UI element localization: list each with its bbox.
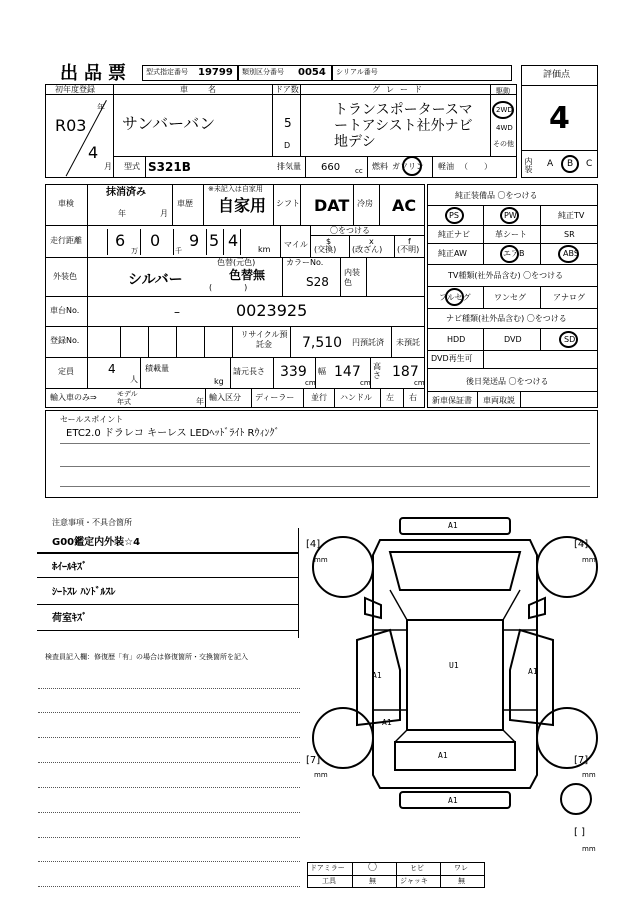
page-title: 出品票 <box>60 63 132 84</box>
mileage-label: 走行距離 <box>50 236 82 245</box>
mark-rear-bumper: A1 <box>448 796 458 805</box>
notes-label: 注意事項・不具合箇所 <box>52 518 132 527</box>
tread-front-right-unit: mm <box>582 556 596 564</box>
equipment-title: 純正装備品 〇をつける <box>455 191 538 200</box>
dvd-player: DVD再生可 <box>431 354 473 363</box>
footer-tools-value: 無 <box>369 877 376 885</box>
tv-oneseg: ワンセグ <box>494 293 526 302</box>
equip-aw: 純正AW <box>438 249 467 258</box>
drive-4wd: 4WD <box>496 124 513 132</box>
inspector-label: 検査員記入欄：修復歴「有」の場合は修復箇所・交換箇所を記入 <box>45 653 248 661</box>
tv-type-title: TV種類(社外品含む) 〇をつける <box>448 271 564 280</box>
equip-navi: 純正ナビ <box>438 230 470 239</box>
drive-2wd: 2WD <box>496 106 513 114</box>
footer-jack-value: 無 <box>458 877 465 885</box>
interior-grade-b: B <box>567 159 574 169</box>
tread-rear-right-unit: mm <box>582 771 596 779</box>
navi-dvd: DVD <box>504 335 522 344</box>
tread-front-left: [4] <box>306 539 321 550</box>
recycle-deposited: 円預託済 <box>352 338 384 347</box>
tread-rear-right: [7] <box>574 755 589 766</box>
ac-label: 冷房 <box>357 199 373 208</box>
width-unit: cm <box>360 379 371 387</box>
width-label: 幅 <box>318 367 326 376</box>
tread-rear-left-unit: mm <box>314 771 328 779</box>
fuel-label: 燃料 <box>372 162 388 171</box>
first-registration-month-unit: 月 <box>104 162 112 171</box>
equip-airbag-circle <box>500 245 519 263</box>
note-line-2: ﾎｲｰﾙｷｽﾞ <box>52 562 87 573</box>
interior-grade-c: C <box>586 159 593 169</box>
equip-abs-circle <box>558 245 579 263</box>
import-class-label: 輸入区分 <box>209 393 241 402</box>
equip-ps: PS <box>449 211 459 220</box>
spare-bracket: [ ] <box>574 827 585 838</box>
mileage-exchange: (交換) <box>314 245 337 254</box>
first-registration-year: R03 <box>55 116 87 135</box>
tread-front-left-unit: mm <box>314 556 328 564</box>
serial-number-label: シリアル番号 <box>336 68 378 76</box>
equip-ps-circle <box>445 207 464 224</box>
shift-label: シフト <box>276 199 300 208</box>
fuel-gasoline: ガソリン <box>392 162 424 171</box>
equip-pw-circle <box>500 207 519 224</box>
mark-roof: U1 <box>449 661 459 670</box>
footer-mirror-label: ドアミラー <box>310 864 345 872</box>
handle-right: 右 <box>409 393 417 402</box>
doors-suffix: D <box>284 141 291 150</box>
history-label: 車歴 <box>177 199 193 208</box>
tv-fullseg-circle <box>445 288 464 306</box>
load-unit: kg <box>214 377 224 386</box>
sales-point-label: セールスポイント <box>60 415 124 424</box>
displacement-label: 排気量 <box>277 162 301 171</box>
first-registration-label: 初年度登録 <box>55 85 95 94</box>
length-label: 請元長さ <box>233 367 265 376</box>
mark-front-bumper: A1 <box>448 521 458 530</box>
tv-fullseg: フルセグ <box>439 293 471 302</box>
mileage-unknown-symbol: f <box>408 237 411 246</box>
mileage-exchange-symbol: $ <box>326 237 332 246</box>
inspection-year-unit: 年 <box>118 209 126 218</box>
mileage-digit-3: 9 <box>189 231 200 250</box>
new-car-warranty: 新車保証書 <box>432 396 472 405</box>
length-value: 339 <box>280 364 307 380</box>
grade-line-2: ートアシスト社外ナビ <box>334 118 473 134</box>
mileage-circle-note: 〇をつける <box>330 226 370 235</box>
history-note: ※未記入は自家用 <box>208 185 263 193</box>
equip-sr: SR <box>564 230 575 239</box>
grade-line-3: 地デシ <box>334 134 376 150</box>
mileage-sen: 千 <box>175 247 182 255</box>
mileage-tamper-symbol: x <box>369 237 374 246</box>
inspection-label: 車検 <box>58 199 74 208</box>
mark-right-side: A1 <box>528 667 538 676</box>
note-line-4: 荷室ｷｽﾞ <box>52 613 87 624</box>
mileage-mile: マイル <box>284 240 308 249</box>
equip-abs: ABS <box>563 249 579 258</box>
spare-bracket-unit: mm <box>582 845 596 853</box>
sales-point-box <box>45 410 598 498</box>
load-label: 積載量 <box>145 364 169 373</box>
fuel-other-paren: （ ） <box>460 162 492 171</box>
fuel-gasoline-circle <box>402 156 422 176</box>
color-code-value: S28 <box>306 275 329 289</box>
model-value: S321B <box>148 160 191 174</box>
mileage-digit-2: 0 <box>150 231 161 250</box>
capacity-label: 定員 <box>58 367 74 376</box>
import-only-label: 輸入車のみ⇒ <box>50 393 97 402</box>
tread-front-right: [4] <box>574 539 589 550</box>
vehicle-damage-diagram <box>305 510 605 860</box>
recycle-label: リサイクル預託金 <box>240 330 288 349</box>
recycle-value: 7,510 <box>302 335 343 351</box>
navi-sd-circle <box>559 331 578 348</box>
doors-value: 5 <box>284 116 292 130</box>
chassis-prefix: – <box>174 305 180 319</box>
inspection-status: 抹消済み <box>106 187 146 198</box>
color-code-label: カラーNo. <box>286 258 324 267</box>
fuel-diesel: 軽油 <box>438 162 454 171</box>
chassis-value: 0023925 <box>236 301 308 320</box>
mileage-km: km <box>258 245 271 254</box>
height-label: 高さ <box>373 362 381 380</box>
shift-value: DAT <box>314 196 350 215</box>
evaluation-score: 4 <box>549 101 570 136</box>
displacement-value: 660 <box>321 162 341 173</box>
interior-color-label: 内装色 <box>344 268 360 287</box>
color-value: シルバー <box>128 272 183 288</box>
mark-rear-gate: A1 <box>438 751 448 760</box>
equip-pw: PW <box>504 211 517 220</box>
height-value: 187 <box>392 364 419 380</box>
handle-left: 左 <box>386 393 394 402</box>
mileage-man: 万 <box>131 247 138 255</box>
mark-left-rear-door: A1 <box>382 718 392 727</box>
drive-label: 駆動 <box>496 87 510 95</box>
repaint-value: 色替無 <box>229 268 266 282</box>
interior-grade-label: 内装 <box>524 157 533 173</box>
model-year-label: モデル年式 <box>117 390 138 406</box>
chassis-label: 車台No. <box>50 306 80 315</box>
mileage-digit-4: 5 <box>209 231 220 250</box>
footer-mirror-value: 〇 <box>368 863 378 873</box>
mileage-unknown: (不明) <box>397 245 420 254</box>
spare-tire <box>560 783 592 815</box>
capacity-unit: 人 <box>130 375 138 384</box>
inspection-month-unit: 月 <box>160 209 168 218</box>
grade-line-1: トランスポータースマ <box>334 102 473 118</box>
evaluation-label: 評価点 <box>543 70 571 80</box>
grade-label: グレード <box>372 85 428 94</box>
interior-grade-a: A <box>547 159 554 169</box>
dealer-option: ディーラー <box>255 393 295 402</box>
equip-leather: 革シート <box>495 230 527 239</box>
repaint-label: 色替(元色) <box>217 258 256 267</box>
sales-point-text: ETC2.0 ドラレコ キーレス LEDﾍｯﾄﾞﾗｲﾄ Rｳｨﾝｸﾞ <box>66 428 280 439</box>
footer-break-label: ワレ <box>454 864 468 872</box>
capacity-value: 4 <box>108 362 116 376</box>
interior-grade-b-circle <box>561 155 579 173</box>
later-shipment-title: 後日発送品 〇をつける <box>466 377 549 386</box>
registration-label: 登録No. <box>50 336 80 345</box>
navi-type-title: ナビ種類(社外品含む) 〇をつける <box>446 314 567 323</box>
class-number-label: 類別区分番号 <box>242 68 284 76</box>
footer-tools-label: 工具 <box>322 877 336 885</box>
repaint-paren: ( ) <box>209 283 248 292</box>
tread-rear-left: [7] <box>306 755 321 766</box>
model-label: 型式 <box>124 162 140 171</box>
first-registration-month: 4 <box>88 143 99 162</box>
length-unit: cm <box>305 379 316 387</box>
height-unit: cm <box>414 379 425 387</box>
navi-hdd: HDD <box>447 335 466 344</box>
car-name-label: 車名 <box>180 85 236 94</box>
handle-label: ハンドル <box>340 393 372 402</box>
car-name: サンバーバン <box>122 114 216 133</box>
type-number-label: 型式指定番号 <box>146 68 188 76</box>
navi-sd: SD <box>564 335 576 344</box>
doors-label: ドア数 <box>275 85 299 94</box>
mileage-tamper: (改ざん) <box>352 245 383 254</box>
first-registration-year-unit: 年 <box>97 103 105 112</box>
vehicle-manual: 車両取説 <box>483 396 515 405</box>
mileage-digit-5: 4 <box>228 231 239 250</box>
class-number-value: 0054 <box>298 67 326 78</box>
note-line-1: G00鑑定内外装☆4 <box>52 537 141 548</box>
drive-2wd-circle <box>492 101 514 119</box>
history-value: 自家用 <box>218 196 267 215</box>
width-value: 147 <box>334 364 361 380</box>
footer-jack-label: ジャッキ <box>400 877 428 885</box>
mark-left-side: A1 <box>372 671 382 680</box>
recycle-not-deposited: 未預託 <box>396 338 420 347</box>
mileage-digit-1: 6 <box>115 231 126 250</box>
ac-value: AC <box>392 196 417 215</box>
footer-crack-label: ヒビ <box>410 864 424 872</box>
type-number-value: 19799 <box>198 67 233 78</box>
tv-analog: アナログ <box>553 293 585 302</box>
note-line-3: ｼｰﾄｽﾚ ﾊﾝﾄﾞﾙｽﾚ <box>52 587 116 598</box>
equip-tv: 純正TV <box>558 211 585 220</box>
displacement-unit: cc <box>355 167 363 175</box>
parallel-option: 並行 <box>311 393 327 402</box>
equip-airbag: エアB <box>503 249 525 258</box>
model-year-unit: 年 <box>196 397 204 406</box>
drive-other: その他 <box>493 140 514 148</box>
color-label: 外装色 <box>53 272 77 281</box>
